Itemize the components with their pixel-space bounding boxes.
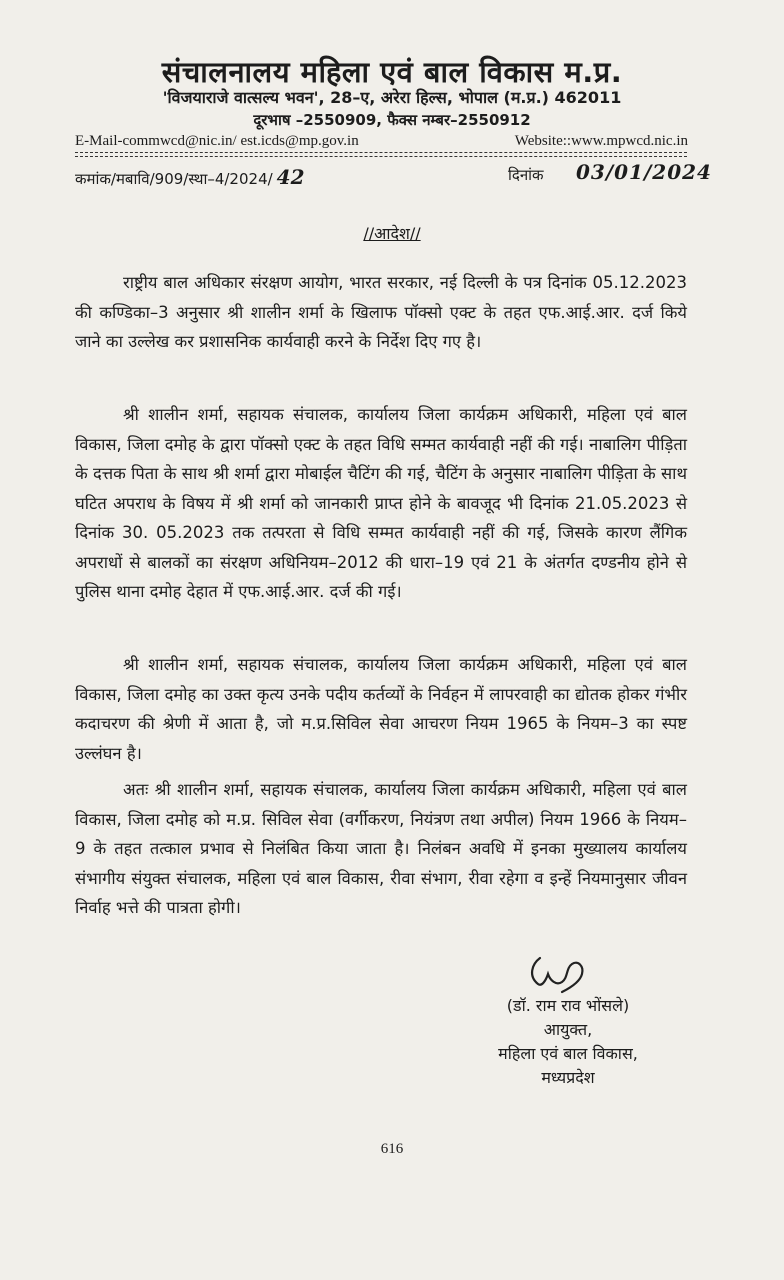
signatory-designation: आयुक्त, — [543, 1020, 593, 1039]
email-addresses: E-Mail-commwcd@nic.in/ est.icds@mp.gov.in — [75, 133, 359, 149]
paragraph-1: राष्ट्रीय बाल अधिकार संरक्षण आयोग, भारत सरकार, नई दिल्ली के पत्र दिनांक 05.12.2023 की कण्डिका–3 अनुसार श्री शालीन शर्मा के खिलाफ पॉक्सो एक्ट के तहत एफ.आई.आर. दर्ज किये जाने का उल्लेख कर प्रशासनिक कार्यवाही करने के निर्देश दिए गए है। — [75, 273, 687, 351]
header-divider — [75, 152, 687, 153]
handwritten-date: 03/01/2024 — [576, 160, 712, 184]
organization-name: संचालनालय महिला एवं बाल विकास म.प्र. — [161, 55, 623, 89]
header-divider-lower — [75, 156, 687, 157]
reference-handwritten-number: 42 — [276, 165, 305, 189]
page-number: 616 — [380, 1141, 404, 1157]
phone-fax: दूरभाष –2550909, फैक्स नम्बर–2550912 — [253, 111, 531, 129]
signature-block — [448, 994, 688, 1090]
paragraph-2: श्री शालीन शर्मा, सहायक संचालक, कार्यालय जिला कार्यक्रम अधिकारी, महिला एवं बाल विकास, जिला दमोह के द्वारा पॉक्सो एक्ट के तहत विधि सम्मत कार्यवाही नहीं की गई। नाबालिग पीड़िता के दत्तक पिता के साथ श्री शर्मा द्वारा मोबाईल चैटिंग की गई, चैटिंग के अनुसार नाबालिग पीड़िता के साथ घटित अपराध के विषय में श्री शर्मा को जानकारी प्राप्त होने के बावजूद भी दिनांक 21.05.2023 से दिनांक 30. 05.2023 तक तत्परता से विधि सम्मत कार्यवाही नहीं की गई, जिसके कारण लैंगिक अपराधों से बालकों का संरक्षण अधिनियम–2012 की धारा–19 एवं 21 के अंतर्गत दण्डनीय होने से पुलिस थाना दमोह देहात में एफ.आई.आर. दर्ज की गई। — [75, 405, 687, 601]
signatory-state: मध्यप्रदेश — [541, 1068, 595, 1087]
date-label: दिनांक — [508, 166, 544, 184]
paragraph-3: श्री शालीन शर्मा, सहायक संचालक, कार्यालय जिला कार्यक्रम अधिकारी, महिला एवं बाल विकास, जिला दमोह का उक्त कृत्य उनके पदीय कर्तव्यों के निर्वहन में लापरवाही का द्योतक होकर गंभीर कदाचरण की श्रेणी में आता है, जो म.प्र.सिविल सेवा आचरण नियम 1965 के नियम–3 का स्पष्ट उल्लंघन है। — [75, 655, 687, 763]
signatory-name: (डॉ. राम राव भोंसले) — [506, 996, 630, 1015]
office-address: 'विजयाराजे वात्सल्य भवन', 28–ए, अरेरा हिल्स, भोपाल (म.प्र.) 462011 — [162, 88, 622, 107]
order-title: //आदेश// — [363, 224, 421, 243]
website: Website::www.mpwcd.nic.in — [514, 133, 688, 149]
reference-prefix: कमांक/मबावि/909/स्था–4/2024/ — [75, 170, 273, 188]
signature-mark — [526, 950, 590, 996]
reference-number — [75, 165, 305, 189]
paragraph-4: अतः श्री शालीन शर्मा, सहायक संचालक, कार्यालय जिला कार्यक्रम अधिकारी, महिला एवं बाल विकास, जिला दमोह को म.प्र. सिविल सेवा (वर्गीकरण, नियंत्रण तथा अपील) नियम 1966 के नियम–9 के तहत तत्काल प्रभाव से निलंबित किया जाता है। निलंबन अवधि में इनका मुख्यालय कार्यालय संभागीय संयुक्त संचालक, महिला एवं बाल विकास, रीवा संभाग, रीवा रहेगा व इन्हें नियमानुसार जीवन निर्वाह भत्ते की पात्रता होगी। — [75, 780, 687, 917]
signatory-department: महिला एवं बाल विकास, — [498, 1044, 638, 1063]
